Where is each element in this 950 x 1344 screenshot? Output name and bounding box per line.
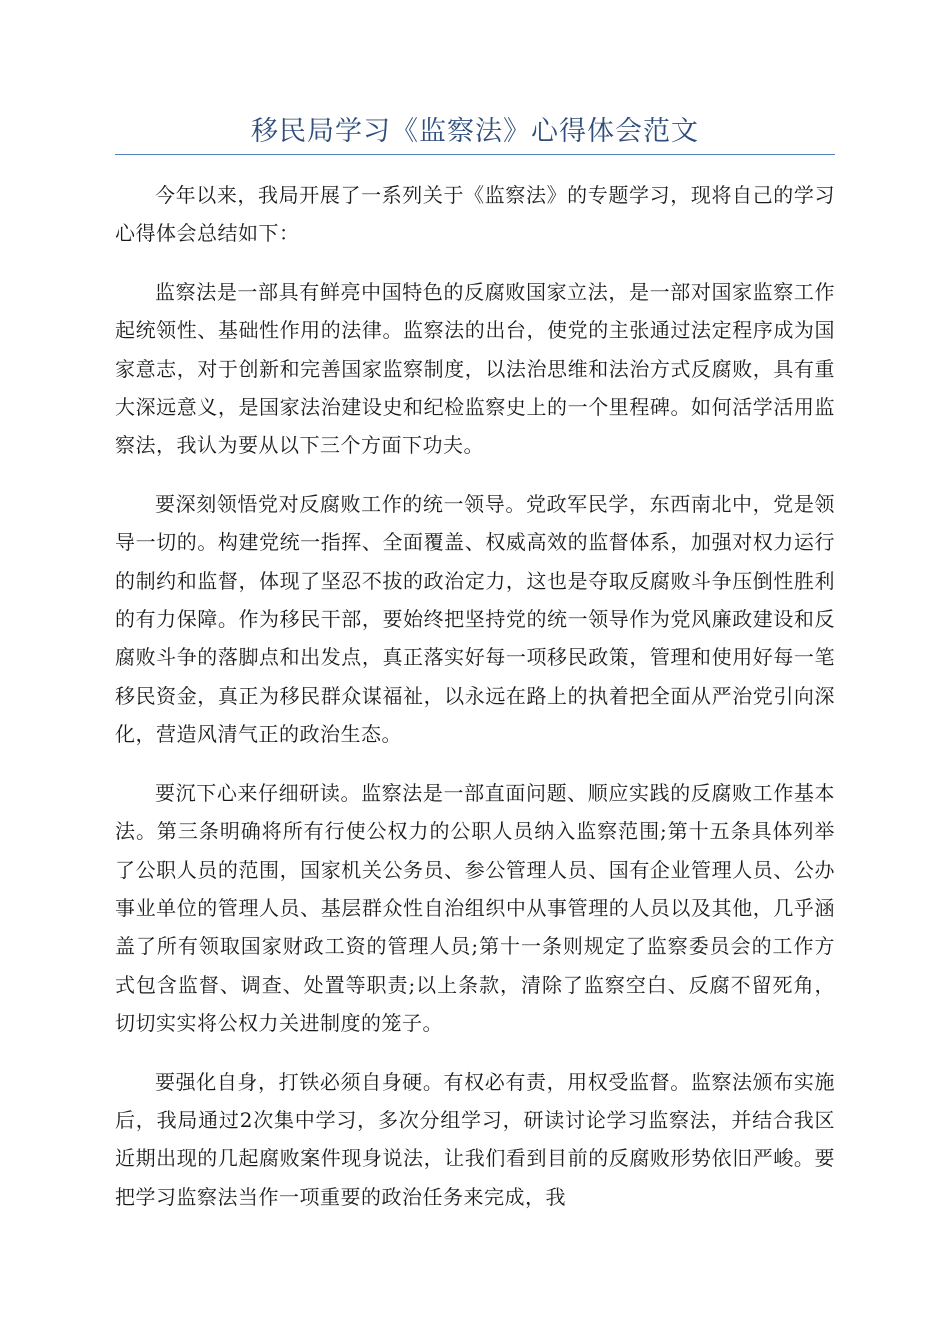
document-body xyxy=(115,176,835,1236)
paragraph-self-strengthening: 要强化自身，打铁必须自身硬。有权必有责，用权受监督。监察法颁布实施后，我局通过2次集中学习，多次分组学习，研读讨论学习监察法，并结合我区近期出现的几起腐败案件现身说法，让我们看到目前的反腐败形势依旧严峻。要把学习监察法当作一项重要的政治任务来完成，我 xyxy=(115,1069,835,1209)
document-title: 移民局学习《监察法》心得体会范文 xyxy=(251,116,699,147)
paragraph-intro: 今年以来，我局开展了一系列关于《监察法》的专题学习，现将自己的学习心得体会总结如下： xyxy=(115,183,835,246)
paragraph-significance: 监察法是一部具有鲜亮中国特色的反腐败国家立法，是一部对国家监察工作起统领性、基础性作用的法律。监察法的出台，使党的主张通过法定程序成为国家意志，对于创新和完善国家监察制度，以法治思维和法治方式反腐败，具有重大深远意义，是国家法治建设史和纪检监察史上的一个里程碑。如何活学活用监察法，我认为要从以下三个方面下功夫。 xyxy=(115,279,835,458)
paragraph-careful-study: 要沉下心来仔细研读。监察法是一部直面问题、顺应实践的反腐败工作基本法。第三条明确将所有行使公权力的公职人员纳入监察范围;第十五条具体列举了公职人员的范围，国家机关公务员、参公管理人员、国有企业管理人员、公办事业单位的管理人员、基层群众性自治组织中从事管理的人员以及其他，几乎涵盖了所有领取国家财政工资的管理人员;第十一条则规定了监察委员会的工作方式包含监督、调查、处置等职责;以上条款，清除了监察空白、反腐不留死角，切切实实将公权力关进制度的笼子。 xyxy=(115,780,835,1036)
title-underline xyxy=(115,154,835,155)
paragraph-party-leadership: 要深刻领悟党对反腐败工作的统一领导。党政军民学，东西南北中，党是领导一切的。构建党统一指挥、全面覆盖、权威高效的监督体系，加强对权力运行的制约和监督，体现了坚忍不拔的政治定力，这也是夺取反腐败斗争压倒性胜利的有力保障。作为移民干部，要始终把坚持党的统一领导作为党风廉政建设和反腐败斗争的落脚点和出发点，真正落实好每一项移民政策，管理和使用好每一笔移民资金，真正为移民群众谋福祉，以永远在路上的执着把全面从严治党引向深化，营造风清气正的政治生态。 xyxy=(115,491,835,747)
